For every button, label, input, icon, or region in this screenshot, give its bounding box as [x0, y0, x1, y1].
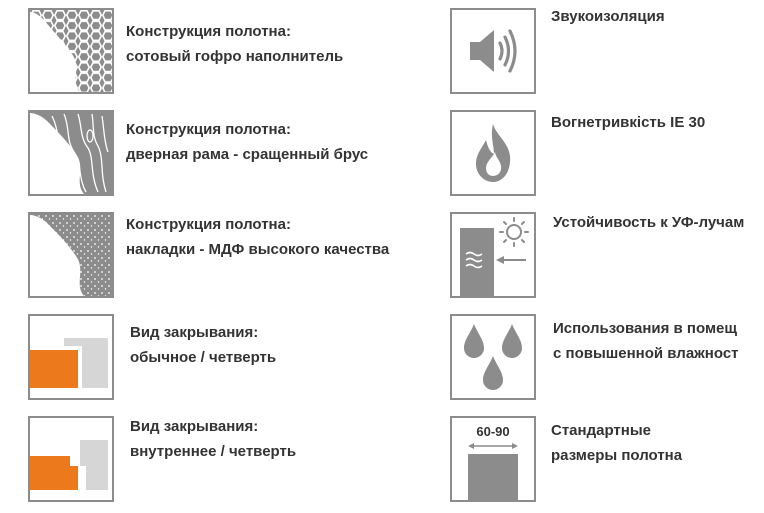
feature-title: Использования в помещ [553, 320, 738, 337]
feature-title: Конструкция полотна: [126, 121, 291, 138]
feature-title: Конструкция полотна: [126, 23, 291, 40]
size-range-label: 60-90 [476, 424, 510, 439]
feature-description: дверная рама - сращенный брус [126, 146, 369, 163]
feature-description: внутреннее / четверть [130, 443, 297, 460]
uv-sun-icon [450, 212, 536, 298]
feature-title: Конструкция полотна: [126, 216, 291, 233]
feature-description: с повышенной влажност [553, 345, 739, 362]
wood-grain-icon [28, 110, 114, 196]
flame-icon [450, 110, 536, 196]
feature-title: Стандартные [551, 422, 651, 439]
feature-title: Звукоизоляция [551, 8, 665, 25]
speaker-sound-icon [450, 8, 536, 94]
feature-title: Вид закрывания: [130, 324, 259, 341]
rebate-ordinary-icon [28, 314, 114, 400]
feature-description: сотовый гофро наполнитель [126, 48, 344, 65]
feature-title: Вогнетривкість IE 30 [551, 114, 706, 131]
water-drops-icon [450, 314, 536, 400]
feature-description: накладки - МДФ высокого качества [126, 241, 390, 258]
standard-size-icon [450, 416, 536, 502]
honeycomb-icon [28, 8, 114, 94]
mdf-texture-icon [28, 212, 114, 298]
feature-description: размеры полотна [551, 447, 683, 464]
feature-title: Устойчивость к УФ-лучам [553, 214, 745, 231]
feature-description: обычное / четверть [130, 349, 277, 366]
feature-title: Вид закрывания: [130, 418, 259, 435]
rebate-inner-icon [28, 416, 114, 502]
